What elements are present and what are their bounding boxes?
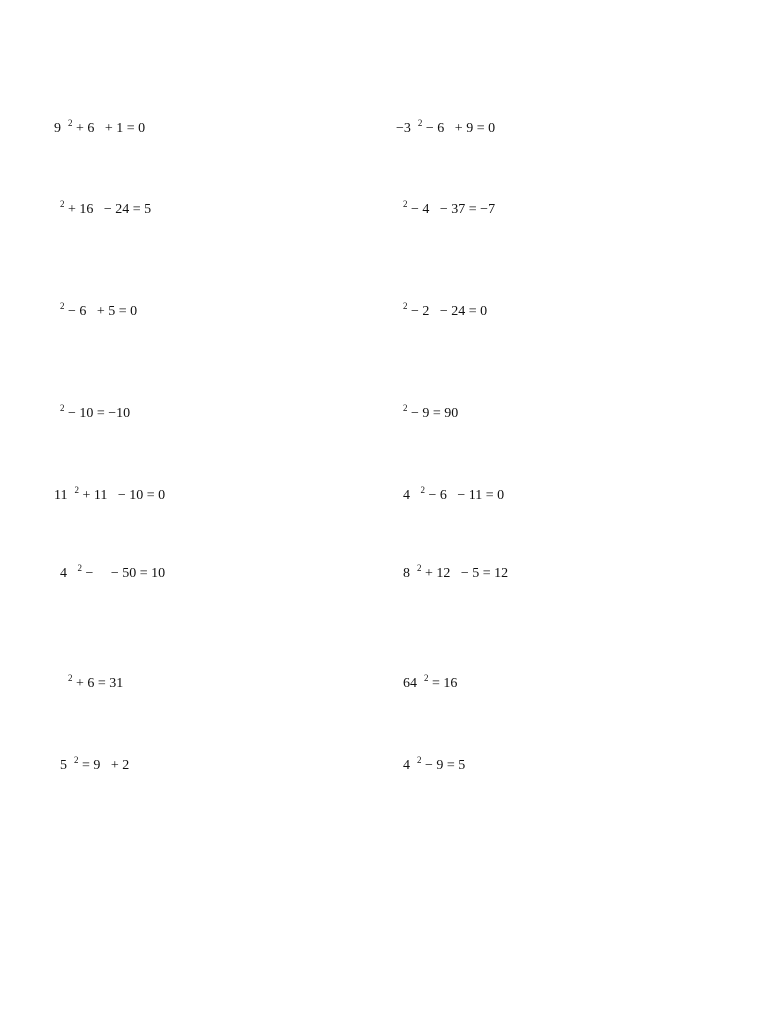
exponent: 2 [403, 301, 408, 311]
equation-right-8 [403, 755, 466, 774]
exponent: 2 [420, 485, 425, 495]
equation-rest: − 9 = 5 [421, 758, 466, 773]
equation-prefix: 4 [403, 488, 421, 503]
exponent: 2 [424, 673, 429, 683]
equation-rest: + 11 − 10 = 0 [78, 488, 166, 503]
exponent: 2 [74, 755, 79, 765]
equation-rest: − − 50 = 10 [82, 566, 166, 581]
equation-rest: + 12 − 5 = 12 [421, 566, 509, 581]
exponent: 2 [68, 673, 73, 683]
equation-left-2 [60, 199, 152, 218]
equation-right-3 [403, 301, 488, 320]
equation-rest: − 6 + 9 = 0 [422, 121, 496, 136]
equation-prefix: 11 [54, 488, 75, 503]
equation-right-2 [403, 199, 496, 218]
equation-rest: − 4 − 37 = −7 [407, 202, 496, 217]
exponent: 2 [60, 199, 65, 209]
exponent: 2 [68, 118, 73, 128]
exponent: 2 [60, 301, 65, 311]
exponent: 2 [77, 563, 82, 573]
equation-rest: + 16 − 24 = 5 [64, 202, 152, 217]
equation-rest: − 9 = 90 [407, 406, 459, 421]
equation-right-4 [403, 403, 459, 422]
equation-rest: − 10 = −10 [64, 406, 131, 421]
equation-prefix: 9 [54, 121, 68, 136]
equation-left-5 [54, 485, 166, 504]
equation-left-7 [68, 673, 124, 692]
exponent: 2 [417, 755, 422, 765]
equation-rest: − 2 − 24 = 0 [407, 304, 488, 319]
equation-rest: − 6 + 5 = 0 [64, 304, 138, 319]
equation-rest: + 6 = 31 [72, 676, 124, 691]
equation-prefix: 5 [60, 758, 74, 773]
equation-rest: = 9 + 2 [78, 758, 130, 773]
exponent: 2 [417, 563, 422, 573]
exponent: 2 [403, 199, 408, 209]
equation-prefix: 64 [403, 676, 424, 691]
equation-prefix: 4 [403, 758, 417, 773]
equation-left-6 [60, 563, 166, 582]
equation-right-5 [403, 485, 505, 504]
equation-prefix: 4 [60, 566, 78, 581]
equation-left-3 [60, 301, 138, 320]
equation-rest: = 16 [428, 676, 458, 691]
equation-left-4 [60, 403, 131, 422]
equation-right-6 [403, 563, 509, 582]
exponent: 2 [417, 118, 423, 128]
equation-right-7 [403, 673, 458, 692]
equation-prefix: 8 [403, 566, 417, 581]
exponent: 2 [74, 485, 79, 495]
equation-left-8 [60, 755, 130, 774]
equation-right-1 [396, 118, 496, 137]
equation-rest: − 6 − 11 = 0 [425, 488, 505, 503]
equation-rest: + 6 + 1 = 0 [72, 121, 146, 136]
exponent: 2 [60, 403, 65, 413]
exponent: 2 [403, 403, 408, 413]
equation-prefix: −3 [396, 121, 418, 136]
equation-left-1 [54, 118, 146, 137]
